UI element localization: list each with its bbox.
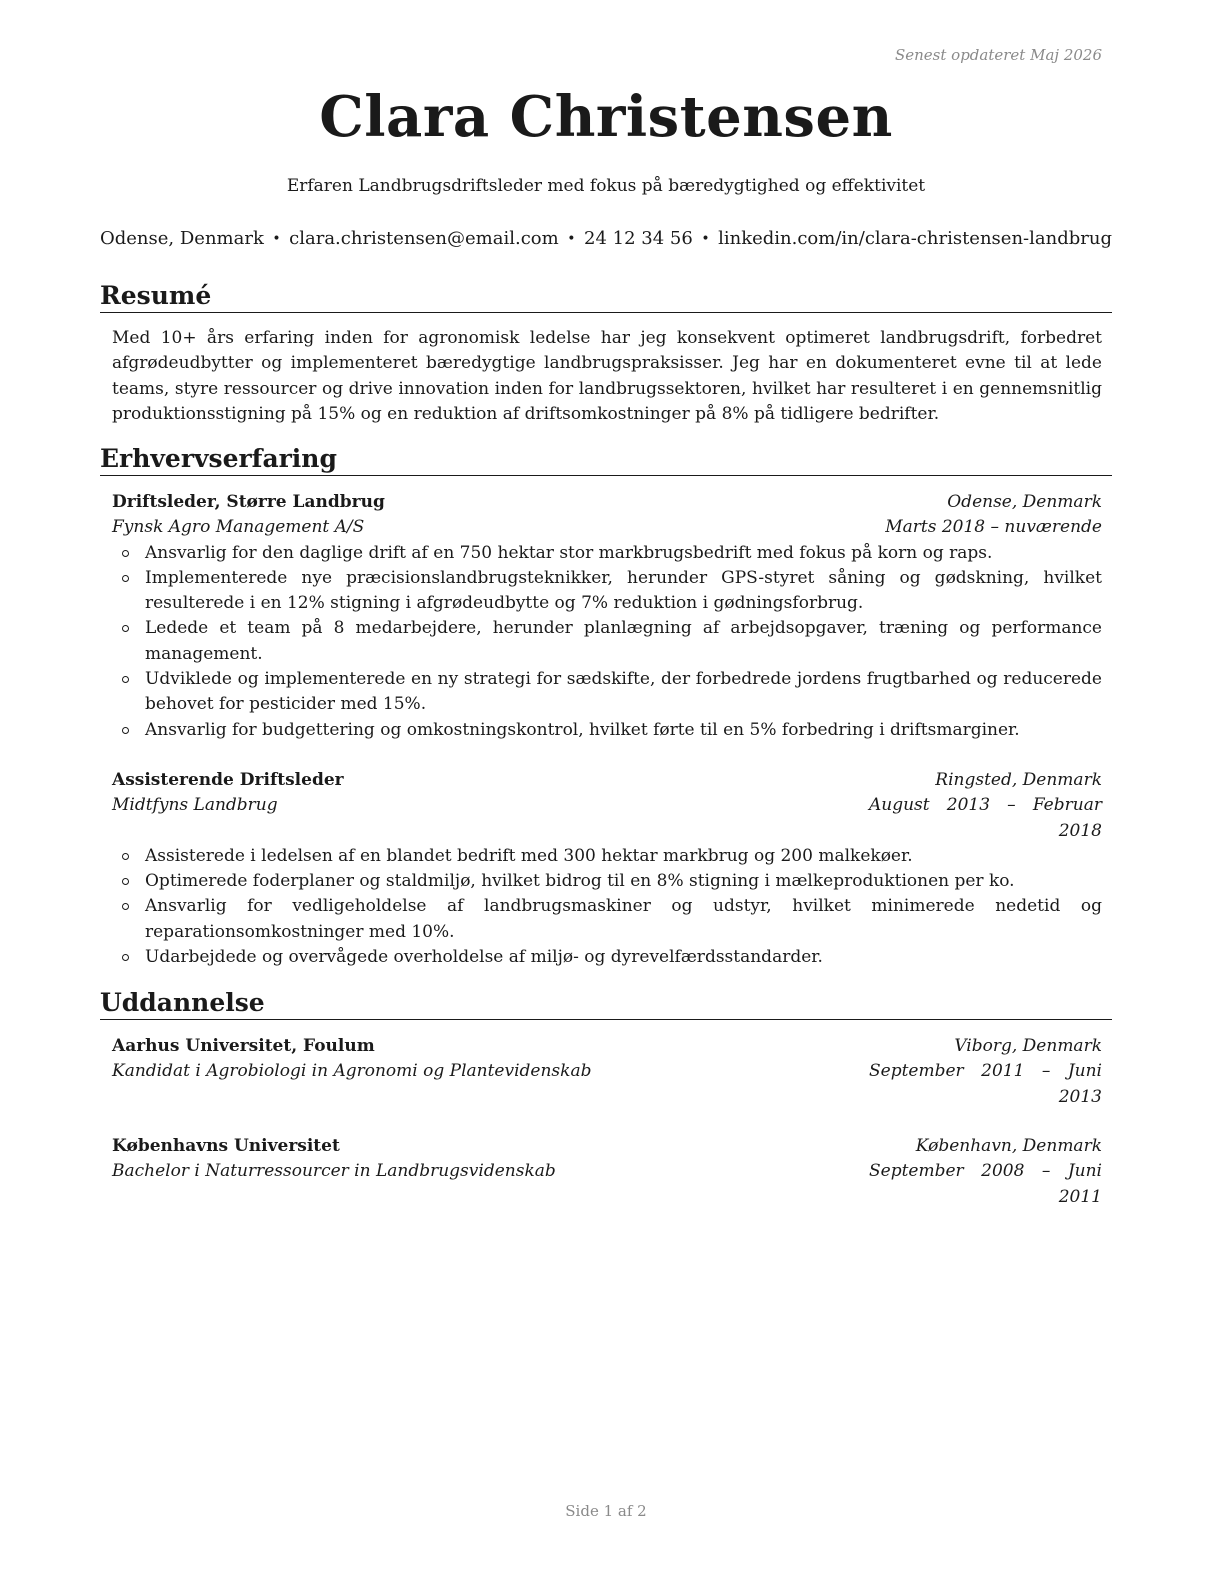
company-name: Midtfyns Landbrug <box>112 795 278 816</box>
entry-subheader <box>112 1159 1102 1210</box>
list-item <box>112 945 1102 970</box>
date-start-month: August <box>869 795 930 816</box>
education-dates <box>869 1059 1102 1110</box>
bullet-icon <box>122 676 129 683</box>
degree-name: Bachelor i Naturressourcer in Landbrugsvidenskab <box>112 1161 556 1182</box>
entry-subheader <box>112 793 1102 844</box>
candidate-name: Clara Christensen <box>319 84 893 150</box>
date-end-year: 2011 <box>1058 1186 1102 1207</box>
bullet-text: Ledede et team på 8 medarbejdere, herunder planlægning af arbejdsopgaver, træning og performance management. <box>145 618 1102 664</box>
date-end-year: 2018 <box>1058 820 1102 841</box>
bullet-text: Ansvarlig for budgettering og omkostningskontrol, hvilket førte til en 5% forbedring i driftsmarginer. <box>145 719 1020 740</box>
date-start-month: September <box>869 1061 964 1082</box>
list-item <box>112 894 1102 945</box>
bullet-text: Udarbejdede og overvågede overholdelse af miljø- og dyrevelfærdsstandarder. <box>145 947 823 968</box>
bullet-text: Ansvarlig for den daglige drift af en 750 hektar stor markbrugsbedrift med fokus på korn og raps. <box>145 542 993 563</box>
contact-phone: 24 12 34 56 <box>584 228 693 249</box>
date-start-month: September <box>869 1161 964 1182</box>
bullet-text: Implementerede nye præcisionslandbrugsteknikker, herunder GPS-styret såning og gødskning, hvilket resulterede i en 12% stigning i afgrødeudbytte og 7% reduktion i gødningsforbrug. <box>145 567 1102 614</box>
list-item <box>112 844 1102 869</box>
date-start-year: 2008 <box>981 1161 1025 1182</box>
page-number: Side 1 af 2 <box>565 1502 647 1520</box>
date-dash: – <box>1007 795 1016 816</box>
summary-text: Med 10+ års erfaring inden for agronomisk ledelse har jeg konsekvent optimeret landbrugsdrift, forbedret afgrødeudbytter og implementeret bæredygtige landbrugspraksisser. Jeg har en dokumenteret evne til at lede teams, styre ressourcer og drive innovation inden for landbrugssektoren, hvilket har resulteret i en gennemsnitlig produktionsstigning på 15% og en reduktion af driftsomkostninger på 8% på tidligere bedrifter. <box>112 328 1102 424</box>
job-title: Assisterende Driftsleder <box>112 770 344 790</box>
education-entry <box>112 1134 1102 1210</box>
education-entry <box>112 1034 1102 1110</box>
bullet-icon <box>122 903 129 910</box>
section-title-experience: Erhvervserfaring <box>100 443 1112 476</box>
entry-subheader <box>112 515 1102 540</box>
bullet-icon <box>122 954 129 961</box>
job-location: Odense, Denmark <box>947 492 1102 512</box>
bullet-text: Udviklede og implementerede en ny strategi for sædskifte, der forbedrede jordens frugtbarhed og reducerede behovet for pesticider med 15%. <box>145 669 1102 715</box>
entry-header <box>112 1034 1102 1059</box>
resume-page <box>100 0 1112 1584</box>
entry-header <box>112 768 1102 793</box>
tagline: Erfaren Landbrugsdriftsleder med fokus på bæredygtighed og effektivitet <box>286 176 926 196</box>
list-item <box>112 616 1102 667</box>
company-name: Fynsk Agro Management A/S <box>112 517 365 538</box>
date-end-month: Juni <box>1067 1161 1102 1182</box>
experience-entry <box>112 490 1102 743</box>
contact-linkedin[interactable]: linkedin.com/in/clara-christensen-landbrug <box>718 228 1112 249</box>
date-end-year: 2013 <box>1058 1086 1102 1107</box>
degree-name: Kandidat i Agrobiologi in Agronomi og Plantevidenskab <box>112 1061 592 1082</box>
bullet-text: Assisterede i ledelsen af en blandet bedrift med 300 hektar markbrug og 200 malkekøer. <box>145 845 913 866</box>
job-title: Driftsleder, Større Landbrug <box>112 492 385 512</box>
school-location: København, Denmark <box>915 1136 1102 1156</box>
date-start-year: 2011 <box>981 1061 1025 1082</box>
section-title-education: Uddannelse <box>100 987 1112 1020</box>
education-dates <box>869 1159 1102 1210</box>
date-end-month: Juni <box>1067 1061 1102 1082</box>
bullet-icon <box>122 575 129 582</box>
list-item <box>112 541 1102 566</box>
job-bullets <box>112 541 1102 743</box>
bullet-text: Optimerede foderplaner og staldmiljø, hvilket bidrog til en 8% stigning i mælkeproduktionen per ko. <box>145 871 1015 892</box>
list-item <box>112 718 1102 743</box>
date-end-month: Februar <box>1032 795 1102 816</box>
bullet-text: Ansvarlig for vedligeholdelse af landbrugsmaskiner og udstyr, hvilket minimerede nedetid og reparationsomkostninger med 10%. <box>145 896 1102 942</box>
list-item <box>112 869 1102 894</box>
contact-separator: • <box>701 230 710 247</box>
bullet-icon <box>122 727 129 734</box>
contact-separator: • <box>567 230 576 247</box>
date-dash: – <box>1041 1061 1051 1082</box>
bullet-icon <box>122 878 129 885</box>
school-name: Aarhus Universitet, Foulum <box>112 1036 375 1056</box>
contact-separator: • <box>272 230 281 247</box>
date-start-year: 2013 <box>946 795 991 816</box>
job-bullets <box>112 844 1102 970</box>
bullet-icon <box>122 853 129 860</box>
bullet-icon <box>122 625 129 632</box>
contact-email[interactable]: clara.christensen@email.com <box>289 228 559 249</box>
bullet-icon <box>122 550 129 557</box>
contact-line <box>100 228 1112 249</box>
job-dates: Marts 2018 – nuværende <box>885 517 1102 538</box>
entry-header <box>112 490 1102 515</box>
entry-header <box>112 1134 1102 1159</box>
job-dates <box>869 793 1102 844</box>
list-item <box>112 566 1102 617</box>
contact-location: Odense, Denmark <box>100 228 264 249</box>
section-title-summary: Resumé <box>100 280 1112 313</box>
school-name: Københavns Universitet <box>112 1136 340 1156</box>
job-location: Ringsted, Denmark <box>935 770 1102 790</box>
entry-subheader <box>112 1059 1102 1110</box>
school-location: Viborg, Denmark <box>954 1036 1102 1056</box>
last-updated: Senest opdateret Maj 2026 <box>894 46 1102 64</box>
list-item <box>112 667 1102 718</box>
experience-entry <box>112 768 1102 970</box>
date-dash: – <box>1041 1161 1051 1182</box>
